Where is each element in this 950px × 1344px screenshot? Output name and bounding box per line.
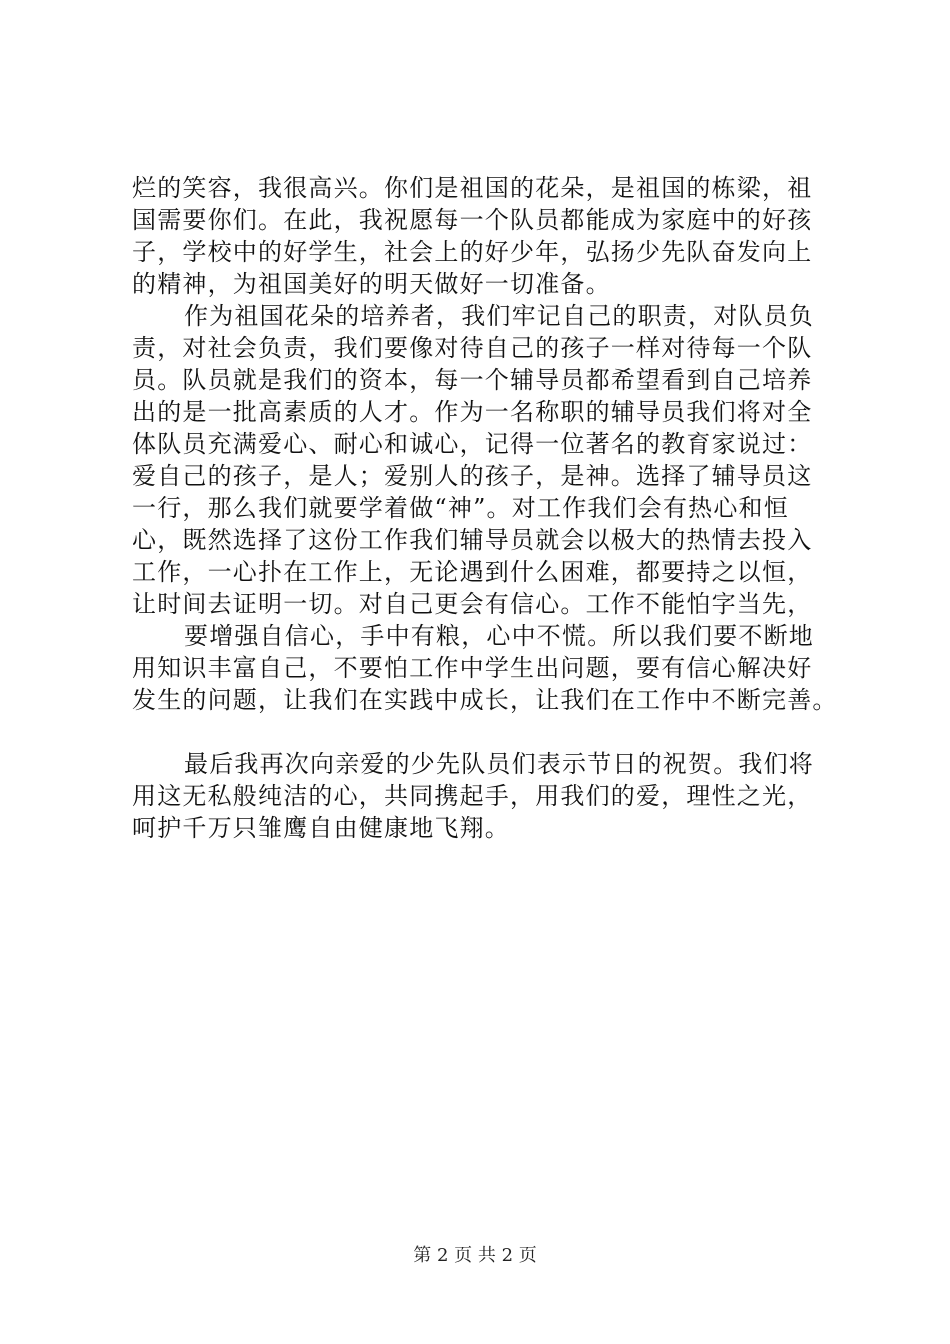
text-line: 国需要你们。在此，我祝愿每一个队员都能成为家庭中的好孩 <box>132 206 813 234</box>
text-line: 体队员充满爱心、耐心和诚心，记得一位著名的教育家说过： <box>132 430 813 458</box>
text-line: 要增强自信心，手中有粮，心中不慌。所以我们要不断地 <box>184 622 814 650</box>
text-line: 让时间去证明一切。对自己更会有信心。工作不能怕字当先， <box>132 590 813 618</box>
text-line: 用知识丰富自己，不要怕工作中学生出问题，要有信心解决好 <box>132 654 813 682</box>
text-line: 用这无私般纯洁的心，共同携起手，用我们的爱，理性之光， <box>132 782 813 810</box>
text-line: 子，学校中的好学生，社会上的好少年，弘扬少先队奋发向上 <box>132 238 813 266</box>
paragraph <box>132 172 848 300</box>
paragraph-spacer <box>132 716 848 748</box>
text-line: 爱自己的孩子，是人；爱别人的孩子，是神。选择了辅导员这 <box>132 462 813 490</box>
text-line: 出的是一批高素质的人才。作为一名称职的辅导员我们将对全 <box>132 398 813 426</box>
text-line: 的精神，为祖国美好的明天做好一切准备。 <box>132 270 611 298</box>
text-line: 发生的问题，让我们在实践中成长，让我们在工作中不断完善。 <box>132 686 838 714</box>
document-body <box>132 172 848 844</box>
text-line: 最后我再次向亲爱的少先队员们表示节日的祝贺。我们将 <box>184 750 814 778</box>
text-line: 责，对社会负责，我们要像对待自己的孩子一样对待每一个队 <box>132 334 813 362</box>
text-line: 呵护千万只雏鹰自由健康地飞翔。 <box>132 814 510 842</box>
paragraph <box>132 300 848 620</box>
text-line: 心，既然选择了这份工作我们辅导员就会以极大的热情去投入 <box>132 526 813 554</box>
paragraph <box>132 620 848 716</box>
paragraph <box>132 748 848 844</box>
text-line: 作为祖国花朵的培养者，我们牢记自己的职责，对队员负 <box>184 302 814 330</box>
text-line: 工作，一心扑在工作上，无论遇到什么困难，都要持之以恒， <box>132 558 813 586</box>
page-number-footer: 第 2 页 共 2 页 <box>413 1245 537 1266</box>
text-line: 员。队员就是我们的资本，每一个辅导员都希望看到自己培养 <box>132 366 813 394</box>
text-line: 烂的笑容，我很高兴。你们是祖国的花朵，是祖国的栋梁，祖 <box>132 174 813 202</box>
text-line: 一行，那么我们就要学着做“神”。对工作我们会有热心和恒 <box>132 494 789 522</box>
